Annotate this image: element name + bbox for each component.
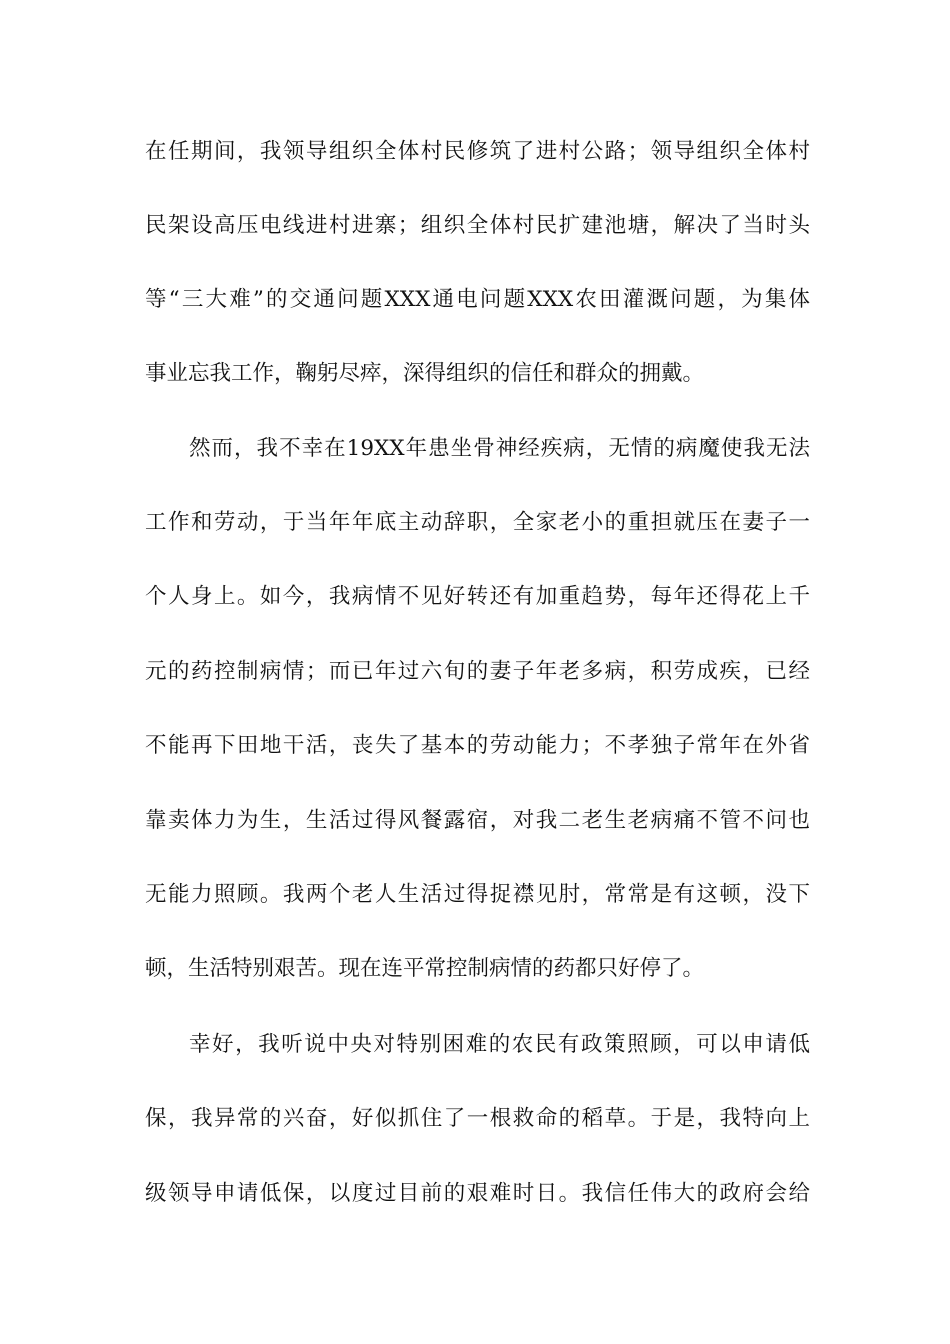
paragraph-first-line: 幸好，我听说中央对特别困难的农民有政策照顾，可以申请低 [189,1032,810,1057]
text-line: 级领导申请低保，以度过目前的艰难时日。我信任伟大的政府会给 [145,1181,810,1206]
text-line: 保，我异常的兴奋，好似抓住了一根救命的稻草。于是，我特向上 [145,1106,810,1131]
text-line: 靠卖体力为生，生活过得风餐露宿，对我二老生老病痛不管不问也 [145,808,810,833]
text-line: 工作和劳动，于当年年底主动辞职，全家老小的重担就压在妻子一 [145,510,810,535]
text-line: 无能力照顾。我两个老人生活过得捉襟见肘，常常是有这顿，没下 [145,882,810,907]
text-line: 事业忘我工作，鞠躬尽瘁，深得组织的信任和群众的拥戴。 [145,361,705,386]
text-line: 个人身上。如今，我病情不见好转还有加重趋势，每年还得花上千 [145,584,810,609]
text-line: 等“三大难”的交通问题XXX通电问题XXX农田灌溉问题，为集体 [145,287,810,312]
text-line: 顿，生活特别艰苦。现在连平常控制病情的药都只好停了。 [145,956,705,981]
text-line: 在任期间，我领导组织全体村民修筑了进村公路；领导组织全体村 [145,139,810,164]
text-line: 民架设高压电线进村进寨；组织全体村民扩建池塘，解决了当时头 [145,213,810,238]
paragraph-first-line: 然而，我不幸在19XX年患坐骨神经疾病，无情的病魔使我无法 [189,436,810,461]
text-line: 元的药控制病情；而已年过六旬的妻子年老多病，积劳成疾，已经 [145,659,810,684]
text-line: 不能再下田地干活，丧失了基本的劳动能力；不孝独子常年在外省 [145,733,810,758]
